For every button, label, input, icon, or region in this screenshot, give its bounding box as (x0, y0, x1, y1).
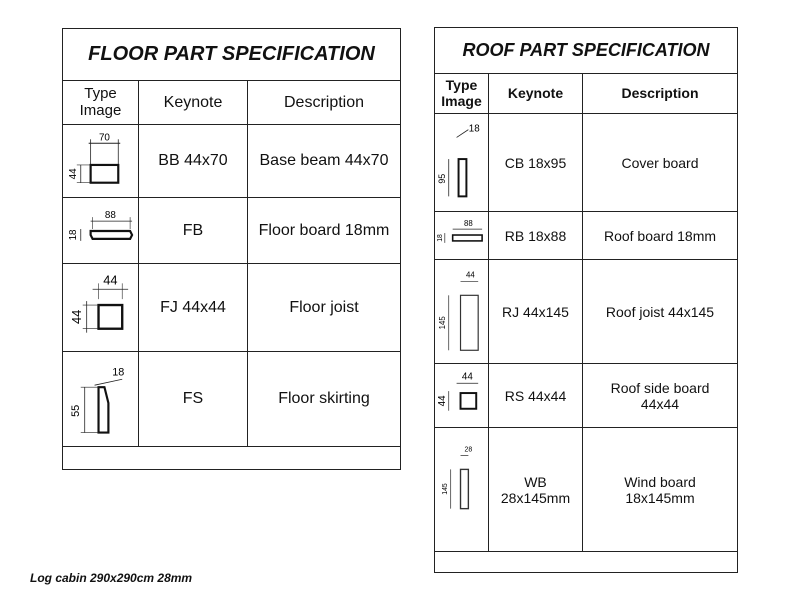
roof-row-description: Roof joist 44x145 (605, 303, 715, 320)
floor-joist-profile-icon (63, 265, 138, 351)
dim-width-label: 88 (464, 218, 473, 228)
dim-height-label: 55 (69, 404, 82, 417)
roof-row-rs (435, 364, 737, 428)
roof-row-description: Wind board 18x145mm (624, 473, 696, 506)
cover-board-profile-icon (435, 115, 488, 211)
dim-width-label: 44 (465, 270, 475, 280)
floor-header-description: Description (283, 93, 365, 111)
roof-spec-table (434, 27, 738, 573)
dim-width-label: 44 (461, 370, 473, 382)
dim-width-label: 18 (468, 123, 480, 135)
roof-row-keynote: RS 44x44 (489, 364, 583, 427)
roof-side-board-profile-icon (435, 365, 488, 427)
floor-row-description: Floor board 18mm (258, 221, 390, 239)
roof-row-type-image (435, 212, 489, 259)
roof-row-cb (435, 114, 737, 212)
floor-row-keynote: FS (139, 352, 248, 446)
dim-height-label: 44 (436, 394, 448, 406)
roof-row-description: Roof side board 44x44 (610, 379, 710, 412)
floor-row-type-image (63, 125, 139, 197)
floor-row-keynote: FB (139, 198, 248, 263)
roof-row-rj (435, 260, 737, 364)
floor-row-fb (63, 198, 400, 264)
floor-spec-table (62, 28, 401, 470)
dim-height-label: 145 (441, 482, 449, 495)
dim-width-label: 28 (464, 446, 473, 454)
dim-height-label: 145 (437, 315, 447, 329)
roof-header-row (435, 74, 737, 114)
floor-header-keynote: Keynote (139, 81, 248, 124)
floor-row-type-image (63, 352, 139, 446)
roof-row-type-image (435, 260, 489, 363)
floor-row-fs (63, 352, 400, 447)
floor-row-description: Floor joist (289, 298, 359, 316)
floor-row-bb (63, 125, 400, 198)
floor-row-keynote: FJ 44x44 (139, 264, 248, 351)
floor-board-profile-icon (63, 199, 138, 263)
wind-board-profile-icon (435, 429, 488, 551)
floor-row-fj (63, 264, 400, 352)
roof-row-type-image (435, 428, 489, 551)
dim-height-label: 95 (436, 173, 447, 184)
base-beam-profile-icon (63, 125, 138, 197)
dim-height-label: 44 (67, 168, 79, 180)
dim-height-label: 18 (67, 228, 79, 240)
roof-title: ROOF PART SPECIFICATION (462, 40, 710, 60)
floor-row-type-image (63, 198, 139, 263)
floor-header-row (63, 81, 400, 125)
floor-skirting-profile-icon (63, 353, 138, 445)
roof-header-description: Description (621, 84, 699, 101)
roof-board-profile-icon (435, 213, 488, 259)
dim-width-label: 44 (103, 271, 118, 287)
floor-title-row (63, 29, 400, 81)
floor-row-keynote: BB 44x70 (139, 125, 248, 197)
roof-row-keynote: WB 28x145mm (489, 428, 583, 551)
roof-joist-profile-icon (435, 261, 488, 363)
roof-row-keynote: RB 18x88 (489, 212, 583, 259)
dim-height-label: 18 (436, 233, 444, 242)
roof-header-keynote: Keynote (489, 74, 583, 113)
dim-width-label: 18 (112, 366, 125, 379)
roof-row-keynote: CB 18x95 (489, 114, 583, 211)
roof-header-type-image: Type Image (435, 74, 489, 113)
floor-row-description: Floor skirting (278, 390, 370, 407)
roof-row-type-image (435, 114, 489, 211)
floor-row-description: Base beam 44x70 (259, 152, 389, 169)
footer-caption: Log cabin 290x290cm 28mm (30, 571, 193, 585)
dim-height-label: 44 (68, 309, 84, 324)
floor-title: FLOOR PART SPECIFICATION (88, 43, 375, 65)
roof-row-description: Roof board 18mm (603, 227, 717, 244)
dim-width-label: 88 (104, 209, 116, 221)
roof-row-description: Cover board (621, 154, 699, 171)
roof-row-rb (435, 212, 737, 260)
roof-row-keynote: RJ 44x145 (489, 260, 583, 363)
floor-row-type-image (63, 264, 139, 351)
roof-row-type-image (435, 364, 489, 427)
roof-title-row (435, 28, 737, 74)
dim-width-label: 70 (98, 132, 110, 144)
roof-row-wb (435, 428, 737, 552)
floor-header-type-image: Type Image (63, 81, 139, 124)
